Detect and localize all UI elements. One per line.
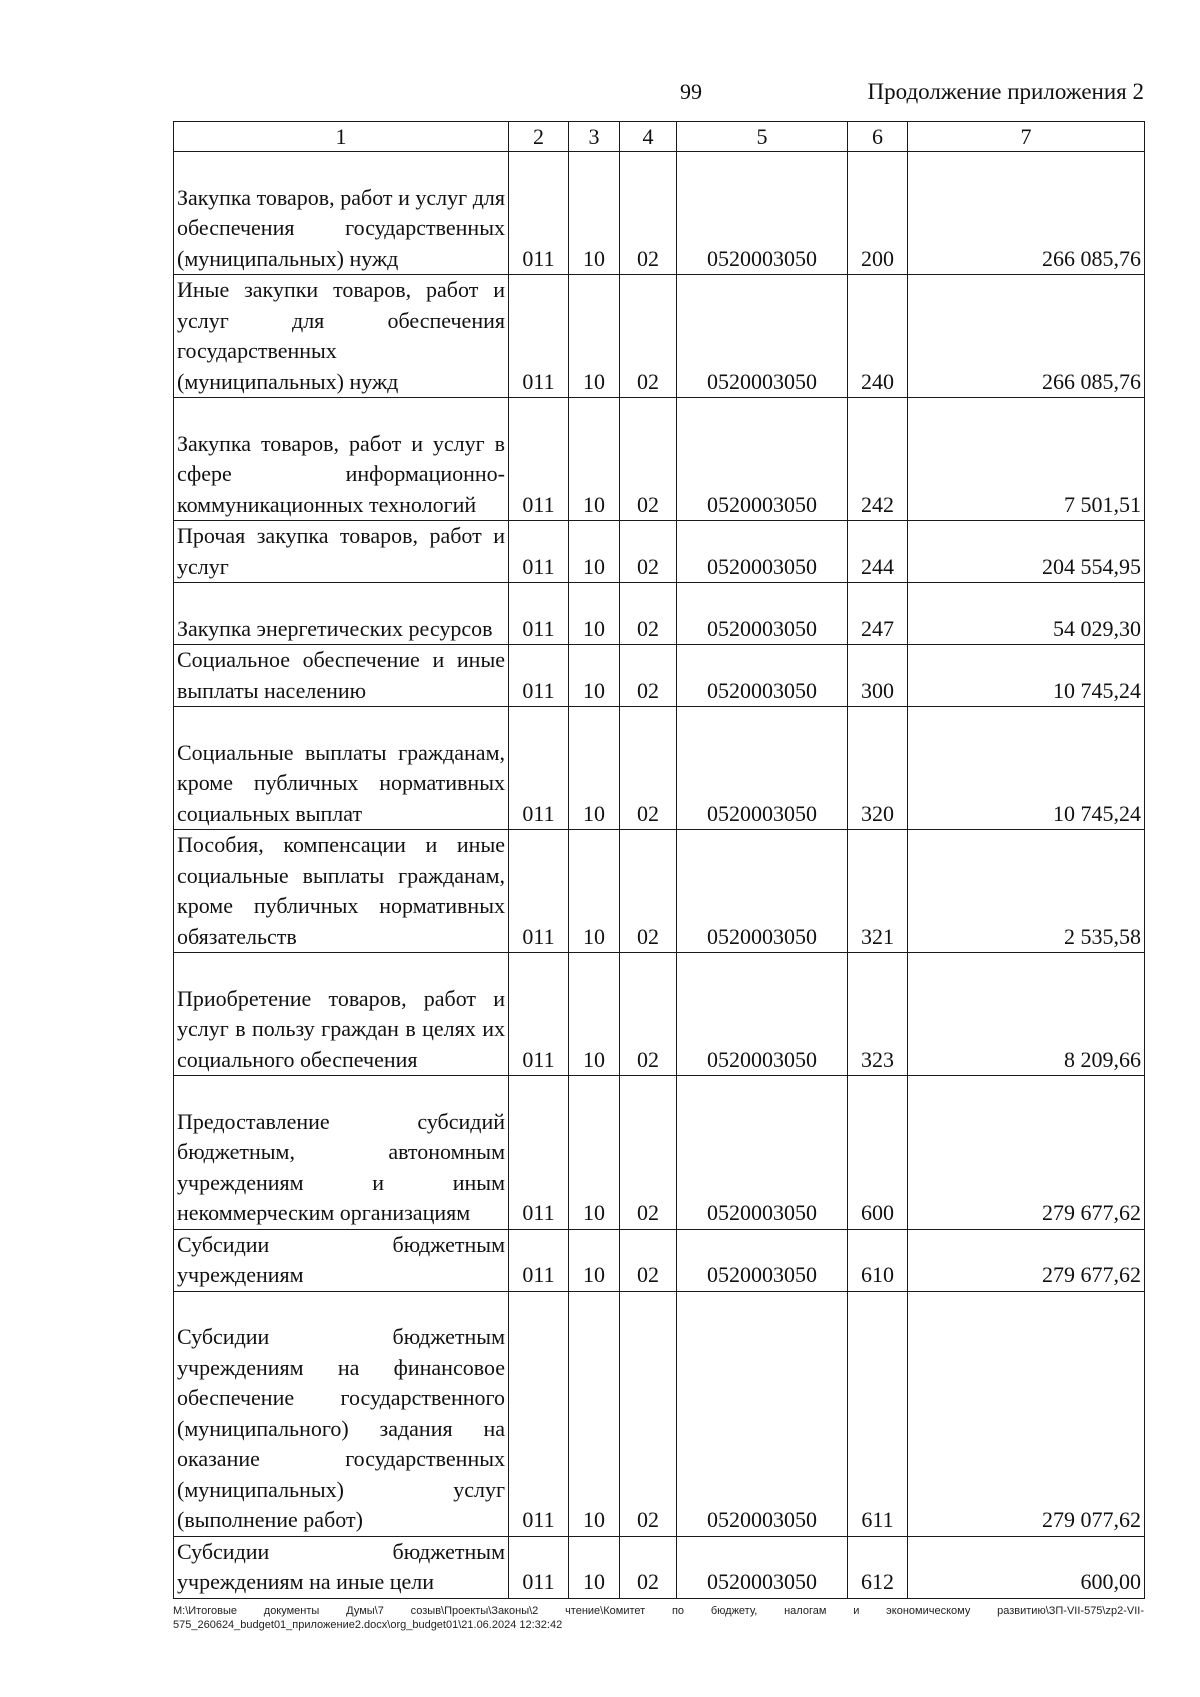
cell-target-article: 0520003050 [677,275,848,398]
cell-target-article: 0520003050 [677,152,848,275]
cell-section: 10 [569,398,620,521]
cell-amount: 7 501,51 [908,398,1145,521]
cell-admin-code: 011 [509,398,569,521]
cell-description: Закупка энергетических ресурсов [174,583,509,645]
cell-description: Иные закупки товаров, работ и услуг для обеспечения государственных (муниципальных) нужд [174,275,509,398]
cell-admin-code: 011 [509,152,569,275]
table-row [174,953,1145,1076]
cell-target-article: 0520003050 [677,1291,848,1536]
budget-table [173,121,1145,1599]
cell-section: 10 [569,583,620,645]
cell-expense-type: 244 [848,521,908,583]
cell-subsection: 02 [620,645,677,707]
cell-expense-type: 611 [848,1291,908,1536]
table-row [174,1229,1145,1291]
cell-amount: 600,00 [908,1536,1145,1598]
cell-target-article: 0520003050 [677,583,848,645]
cell-section: 10 [569,1536,620,1598]
table-row [174,1536,1145,1598]
column-header-3: 3 [569,122,620,152]
cell-section: 10 [569,521,620,583]
cell-admin-code: 011 [509,521,569,583]
cell-admin-code: 011 [509,707,569,830]
cell-amount: 266 085,76 [908,152,1145,275]
continuation-heading: Продолжение приложения 2 [867,79,1144,104]
cell-description: Субсидии бюджетным учреждениям на иные цели [174,1536,509,1598]
cell-subsection: 02 [620,1536,677,1598]
cell-description: Социальное обеспечение и иные выплаты населению [174,645,509,707]
cell-section: 10 [569,953,620,1076]
page-number: 99 [680,79,702,104]
cell-section: 10 [569,830,620,953]
cell-amount: 279 677,62 [908,1076,1145,1230]
cell-expense-type: 300 [848,645,908,707]
cell-target-article: 0520003050 [677,1229,848,1291]
file-path-footer: М:\Итоговые документы Думы\7 созыв\Проекты\Законы\2 чтение\Комитет по бюджету, налогам и экономическому развитию\ЗП-VII-575\zp2-VII-575_260624_budget01_приложение2.docx\org_budget01\21.06.2024 12:32:42 [173,1605,1144,1631]
table-row [174,152,1145,275]
cell-description: Закупка товаров, работ и услуг в сфере информационно-коммуникационных технологий [174,398,509,521]
cell-description: Предоставление субсидий бюджетным, автономным учреждениям и иным некоммерческим организациям [174,1076,509,1230]
column-header-1: 1 [174,122,509,152]
cell-subsection: 02 [620,1291,677,1536]
cell-description: Субсидии бюджетным учреждениям на финансовое обеспечение государственного (муниципального) задания на оказание государственных (муниципальных) услуг (выполнение работ) [174,1291,509,1536]
column-header-7: 7 [908,122,1145,152]
cell-subsection: 02 [620,275,677,398]
cell-expense-type: 240 [848,275,908,398]
cell-target-article: 0520003050 [677,707,848,830]
cell-expense-type: 323 [848,953,908,1076]
table-row [174,830,1145,953]
table-row [174,1076,1145,1230]
cell-expense-type: 242 [848,398,908,521]
cell-subsection: 02 [620,707,677,830]
cell-description: Социальные выплаты гражданам, кроме публичных нормативных социальных выплат [174,707,509,830]
cell-admin-code: 011 [509,1536,569,1598]
cell-admin-code: 011 [509,830,569,953]
table-row [174,275,1145,398]
cell-target-article: 0520003050 [677,645,848,707]
column-header-4: 4 [620,122,677,152]
cell-target-article: 0520003050 [677,953,848,1076]
cell-target-article: 0520003050 [677,1076,848,1230]
cell-section: 10 [569,1291,620,1536]
cell-admin-code: 011 [509,275,569,398]
cell-subsection: 02 [620,152,677,275]
cell-section: 10 [569,275,620,398]
table-row [174,583,1145,645]
cell-admin-code: 011 [509,1229,569,1291]
cell-expense-type: 321 [848,830,908,953]
cell-amount: 8 209,66 [908,953,1145,1076]
cell-expense-type: 610 [848,1229,908,1291]
cell-admin-code: 011 [509,583,569,645]
cell-description: Приобретение товаров, работ и услуг в пользу граждан в целях их социального обеспечения [174,953,509,1076]
cell-target-article: 0520003050 [677,830,848,953]
cell-description: Прочая закупка товаров, работ и услуг [174,521,509,583]
cell-description: Субсидии бюджетным учреждениям [174,1229,509,1291]
cell-expense-type: 320 [848,707,908,830]
cell-subsection: 02 [620,521,677,583]
cell-amount: 10 745,24 [908,707,1145,830]
cell-expense-type: 247 [848,583,908,645]
cell-amount: 279 077,62 [908,1291,1145,1536]
cell-admin-code: 011 [509,1076,569,1230]
cell-subsection: 02 [620,398,677,521]
cell-section: 10 [569,707,620,830]
cell-section: 10 [569,1229,620,1291]
cell-amount: 2 535,58 [908,830,1145,953]
cell-admin-code: 011 [509,953,569,1076]
cell-subsection: 02 [620,1076,677,1230]
cell-admin-code: 011 [509,645,569,707]
column-header-6: 6 [848,122,908,152]
cell-amount: 279 677,62 [908,1229,1145,1291]
table-row [174,521,1145,583]
column-header-2: 2 [509,122,569,152]
cell-section: 10 [569,645,620,707]
column-header-5: 5 [677,122,848,152]
cell-subsection: 02 [620,953,677,1076]
cell-description: Закупка товаров, работ и услуг для обеспечения государственных (муниципальных) нужд [174,152,509,275]
table-row [174,1291,1145,1536]
cell-target-article: 0520003050 [677,521,848,583]
cell-amount: 54 029,30 [908,583,1145,645]
cell-description: Пособия, компенсации и иные социальные выплаты гражданам, кроме публичных нормативных обязательств [174,830,509,953]
cell-section: 10 [569,152,620,275]
cell-amount: 204 554,95 [908,521,1145,583]
table-header-row [174,122,1145,152]
cell-admin-code: 011 [509,1291,569,1536]
cell-expense-type: 200 [848,152,908,275]
cell-amount: 10 745,24 [908,645,1145,707]
cell-expense-type: 612 [848,1536,908,1598]
cell-section: 10 [569,1076,620,1230]
cell-target-article: 0520003050 [677,398,848,521]
cell-amount: 266 085,76 [908,275,1145,398]
table-row [174,707,1145,830]
table-row [174,398,1145,521]
cell-target-article: 0520003050 [677,1536,848,1598]
cell-subsection: 02 [620,1229,677,1291]
cell-subsection: 02 [620,583,677,645]
table-row [174,645,1145,707]
cell-subsection: 02 [620,830,677,953]
cell-expense-type: 600 [848,1076,908,1230]
